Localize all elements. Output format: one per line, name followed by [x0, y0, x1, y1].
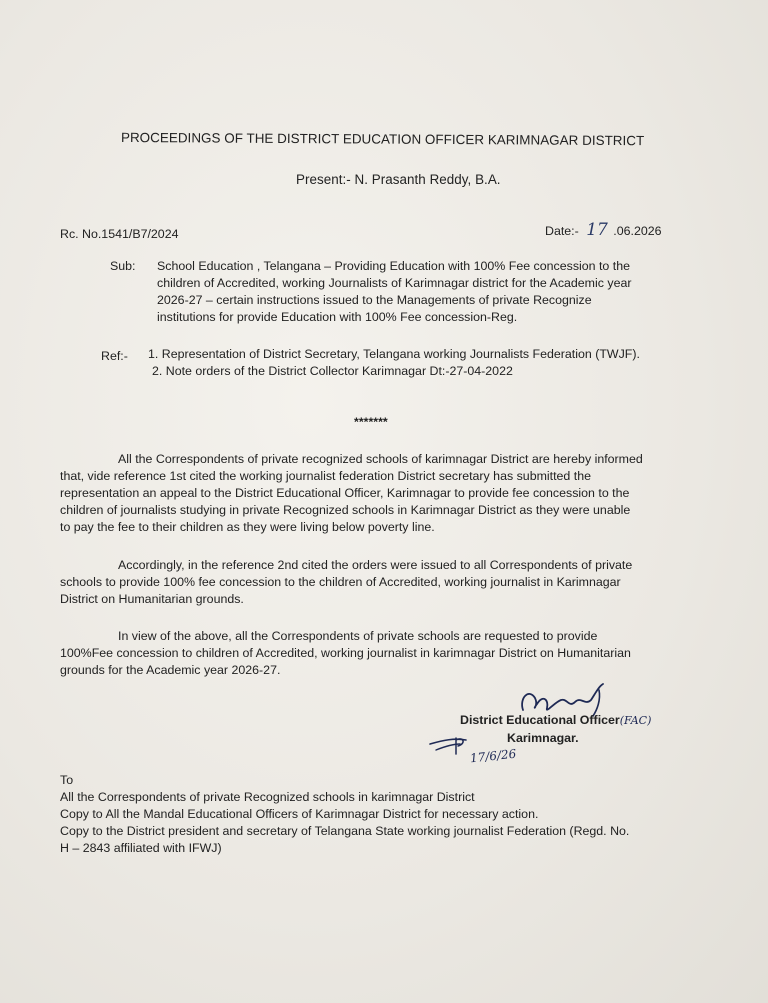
- signatory-designation: [460, 712, 651, 729]
- subject-line: 2026-27 – certain instructions issued to the Managements of private Recognize: [157, 293, 592, 307]
- subject-line: children of Accredited, working Journalists of Karimnagar district for the Academic year: [157, 276, 632, 290]
- reference-item: 1. Representation of District Secretary, Telangana working Journalists Federation (TWJF).: [148, 347, 640, 361]
- distribution-line: All the Correspondents of private Recognized schools in karimnagar District: [60, 790, 475, 804]
- body-paragraph-line: that, vide reference 1st cited the working journalist federation District secretary has submitted the: [60, 469, 591, 483]
- date-label: Date:-: [545, 224, 579, 238]
- body-paragraph-line: schools to provide 100% fee concession to the children of Accredited, working journalist in Karimnagar: [60, 575, 621, 589]
- body-paragraph-line: children of journalists studying in private Recognized schools in Karimnagar District as they were unable: [60, 503, 631, 517]
- subject-label: Sub:: [110, 259, 136, 273]
- initials-date: 17/6/26: [469, 746, 517, 766]
- distribution-line: Copy to the District president and secretary of Telangana State working journalist Federation (Regd. No.: [60, 824, 630, 838]
- references-label: Ref:-: [101, 349, 128, 363]
- subject-line: institutions for provide Education with 100% Fee concession-Reg.: [157, 310, 518, 324]
- date-month-year: .06.2026: [613, 224, 662, 238]
- subject-line: School Education , Telangana – Providing Education with 100% Fee concession to the: [157, 259, 630, 273]
- reference-item: 2. Note orders of the District Collector Karimnagar Dt:-27-04-2022: [152, 364, 513, 378]
- present-line: Present:- N. Prasanth Reddy, B.A.: [296, 172, 501, 187]
- designation-text: District Educational Officer: [460, 713, 620, 727]
- body-paragraph-line: to pay the fee to their children as they were living below poverty line.: [60, 520, 435, 534]
- distribution-line: H – 2843 affiliated with IFWJ): [60, 841, 222, 855]
- distribution-line: Copy to All the Mandal Educational Officers of Karimnagar District for necessary action.: [60, 807, 539, 821]
- body-paragraph-line: grounds for the Academic year 2026-27.: [60, 663, 281, 677]
- date-line: [545, 222, 662, 239]
- designation-handwritten-note: (FAC): [619, 714, 652, 727]
- body-paragraph-line: representation an appeal to the District Educational Officer, Karimnagar to provide fee concession to the: [60, 486, 630, 500]
- body-paragraph-line: 100%Fee concession to children of Accredited, working journalist in karimnagar District on Humanitarian: [60, 646, 631, 660]
- date-day-handwritten: 17: [586, 220, 608, 240]
- document-title: PROCEEDINGS OF THE DISTRICT EDUCATION OFFICER KARIMNAGAR DISTRICT: [120, 130, 645, 149]
- separator-stars: *******: [354, 415, 388, 429]
- to-label: To: [60, 773, 74, 787]
- body-paragraph-line: Accordingly, in the reference 2nd cited the orders were issued to all Correspondents of private: [118, 558, 633, 572]
- signatory-place: Karimnagar.: [507, 731, 579, 745]
- body-paragraph-line: District on Humanitarian grounds.: [60, 592, 244, 606]
- reference-number: Rc. No.1541/B7/2024: [60, 227, 179, 241]
- body-paragraph-line: All the Correspondents of private recognized schools of karimnagar District are hereby informed: [118, 452, 643, 466]
- body-paragraph-line: In view of the above, all the Correspondents of private schools are requested to provide: [118, 629, 598, 643]
